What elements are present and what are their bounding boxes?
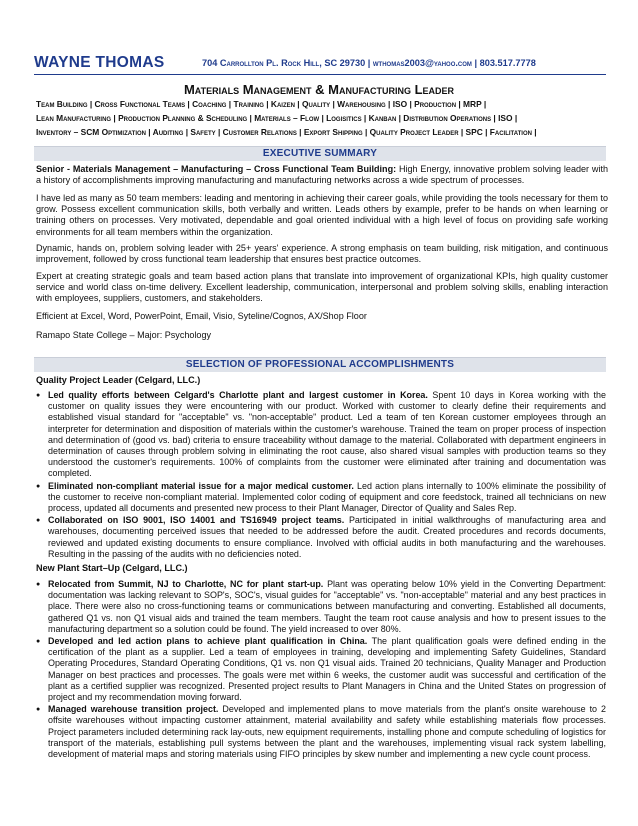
- summary-skills: Efficient at Excel, Word, PowerPoint, Email, Visio, Syteline/Cognos, AX/Shop Floor: [36, 311, 367, 321]
- keyword-line-1: Team Building | Cross Functional Teams | Coaching | Training | Kaizen | Quality | Warehousing | ISO | Production | MRP |: [36, 99, 487, 109]
- list-item: [36, 704, 606, 760]
- accomplishment-list-2: [36, 579, 606, 761]
- list-item: [36, 636, 606, 703]
- list-item: [36, 481, 606, 515]
- summary-p1-text: High Energy, innovative problem solving leader with a history of accomplishments improving manufacturing and manufacturing networks across a wide spectrum of processes.: [36, 164, 608, 186]
- keyword-line-2: Lean Manufacturing | Production Planning & Scheduling | Materials – Flow | Logisitics | Kanban | Distribution Operations | ISO |: [36, 113, 518, 123]
- item-text: Developed and implemented plans to move materials from the plant's onsite warehouse to 2 offsite warehouses without impacting customer attainment, material availability and safety while establishing materials flow processes. Project parameters included determining rack lay-outs, new equipment requirements, installing phone and compute scheduling of logistics for transport of the materials, establishing pull systems between the plant and the warehouses, implementing visual rack system labelling, development of material maps and storing materials using FIFO principles by skew number and implementing a new cycle count process.: [48, 704, 606, 760]
- professional-title: Materials Management & Manufacturing Leader: [183, 82, 455, 97]
- summary-paragraph-3: Dynamic, hands on, problem solving leader with 25+ years' experience. A strong emphasis on team building, risk mitigation, and continuous improvement, followed by cross functional team leadership that ensures best practice outcomes.: [36, 243, 608, 265]
- section-title: New Plant Start–Up (Celgard, LLC.): [36, 563, 188, 573]
- accomplishments-heading: SELECTION OF PROFESSIONAL ACCOMPLISHMENTS: [34, 357, 606, 372]
- executive-summary-heading: EXECUTIVE SUMMARY: [34, 146, 606, 161]
- list-item: [36, 390, 606, 480]
- item-lead: Eliminated non-compliant material issue for a major medical customer.: [48, 480, 354, 491]
- summary-lead: Senior - Materials Management – Manufacturing – Cross Functional Team Building:: [36, 164, 397, 174]
- item-lead: Managed warehouse transition project.: [48, 704, 219, 715]
- accomplishment-list-1: [36, 390, 606, 561]
- item-lead: Led quality efforts between Celgard's Charlotte plant and largest customer in Korea.: [48, 390, 428, 400]
- list-item: [36, 515, 606, 560]
- section-title: Quality Project Leader (Celgard, LLC.): [36, 375, 201, 385]
- item-lead: Developed and led action plans to achieve plant qualification in China.: [48, 636, 368, 647]
- keyword-line-3: Inventory – SCM Optimization | Auditing | Safety | Customer Relations | Export Shipping | Quality Project Leader | SPC | Facilitation |: [36, 127, 537, 137]
- item-text: Plant was operating below 10% yield in the Converting Department: documentation was lacking relevant to SOP's, SOC's, visual guides for "acceptable" vs. "non-acceptable" material and any best practices in place. There were also no cross-functioning teams or communications between manufacturing and converting. Established all documents, gathered Q1 vs. non Q1 visual aids and trained the team members. Taught the team root cause analysis and how to present issues to the manufacturing department so a solution could be found. The yield increased to over 80%.: [48, 579, 606, 634]
- contact-line: 704 Carrollton Pl. Rock Hill, SC 29730 | wthomas2003@yahoo.com | 803.517.7778: [202, 58, 536, 68]
- item-lead: Collaborated on ISO 9001, ISO 14001 and TS16949 project teams.: [48, 515, 345, 526]
- item-text: Led action plans internally to 100% eliminate the possibility of the customer to receive non-compliant material. Implemented color coding of equipment and core feedstock, trained all technicians on new process, updated all documents and presented new process to their Plant Manager, Director of Quality and Sales Rep.: [48, 480, 606, 514]
- resume-header: [34, 54, 606, 72]
- header-divider: [34, 74, 606, 75]
- summary-education: Ramapo State College – Major: Psychology: [36, 330, 211, 340]
- item-text: The plant qualification goals were defined ending in the certification of the plant as a supplier. Led a team of employees in training, developing and implementing Safety Guidelines, Standard Operating Procedures, Standard Operating Conditions, Q1 vs. non Q1 visual aids. Trained 20 technicians, Quality Manager and Production Manager on best practices and processes. The goals were met within 6 weeks, the customer audit was successful and certification of the plant as a certified supplier was recognized. Presented project results to Plant Managers in China and the United States on progression of project and my recommendation moving forward.: [48, 636, 606, 703]
- candidate-name: WAYNE THOMAS: [34, 54, 165, 71]
- item-lead: Relocated from Summit, NJ to Charlotte, NC for plant start-up.: [48, 579, 324, 589]
- item-text: Spent 10 days in Korea working with the customer on quality issues they were encountering with our product. Worked with customer to clearly define their requirements and established visual standard for "acceptable" vs. "non-acceptable" product. Led a team of ten Korean customer employees through an interpreter for determination and disposition of materials within the customer's warehouse. Trained the team on proper process of inspection and determination of (good vs. bad) criteria to ensure traceability without damage to the material. Collaborated with department engineers in determination of causes through problem solving in eliminating the root cause, also shared visual samples with production teams so they understood the customer's requirements. 100% of complaints from the customer were eliminated after training and documentation was completed.: [48, 390, 606, 479]
- summary-paragraph-2: I have led as many as 50 team members: leading and mentoring in achieving their career goals, while providing the tools necessary for them to grow. Possess excellent communication skills, both verbally and written. Leads others by example, prefer to be hands on when learning or training others on processes. Very motivated, dependable and goal oriented individual with a high level of focus on providing safe working environments for all team members within the organization.: [36, 193, 608, 237]
- summary-paragraph-1: [36, 164, 608, 186]
- list-item: [36, 579, 606, 635]
- summary-paragraph-4: Expert at creating strategic goals and team based action plans that translate into improvement of organizational KPIs, high quality customer service and world class on-time delivery. Excellent leadership, communication, interpersonal and problem solving skills, enabling interaction with employees, suppliers, customers, and stakeholders.: [36, 271, 608, 304]
- item-text: Participated in initial walkthroughs of manufacturing area and warehouses, documenting perceived issues that needed to be addressed before the audit. Created procedures and records documents, reviewed and updated existing documents to ensure compliance. Involved with official audits in both manufacturing and the warehouses. Resulting in the passing of the audits with no deficiencies noted.: [48, 515, 606, 559]
